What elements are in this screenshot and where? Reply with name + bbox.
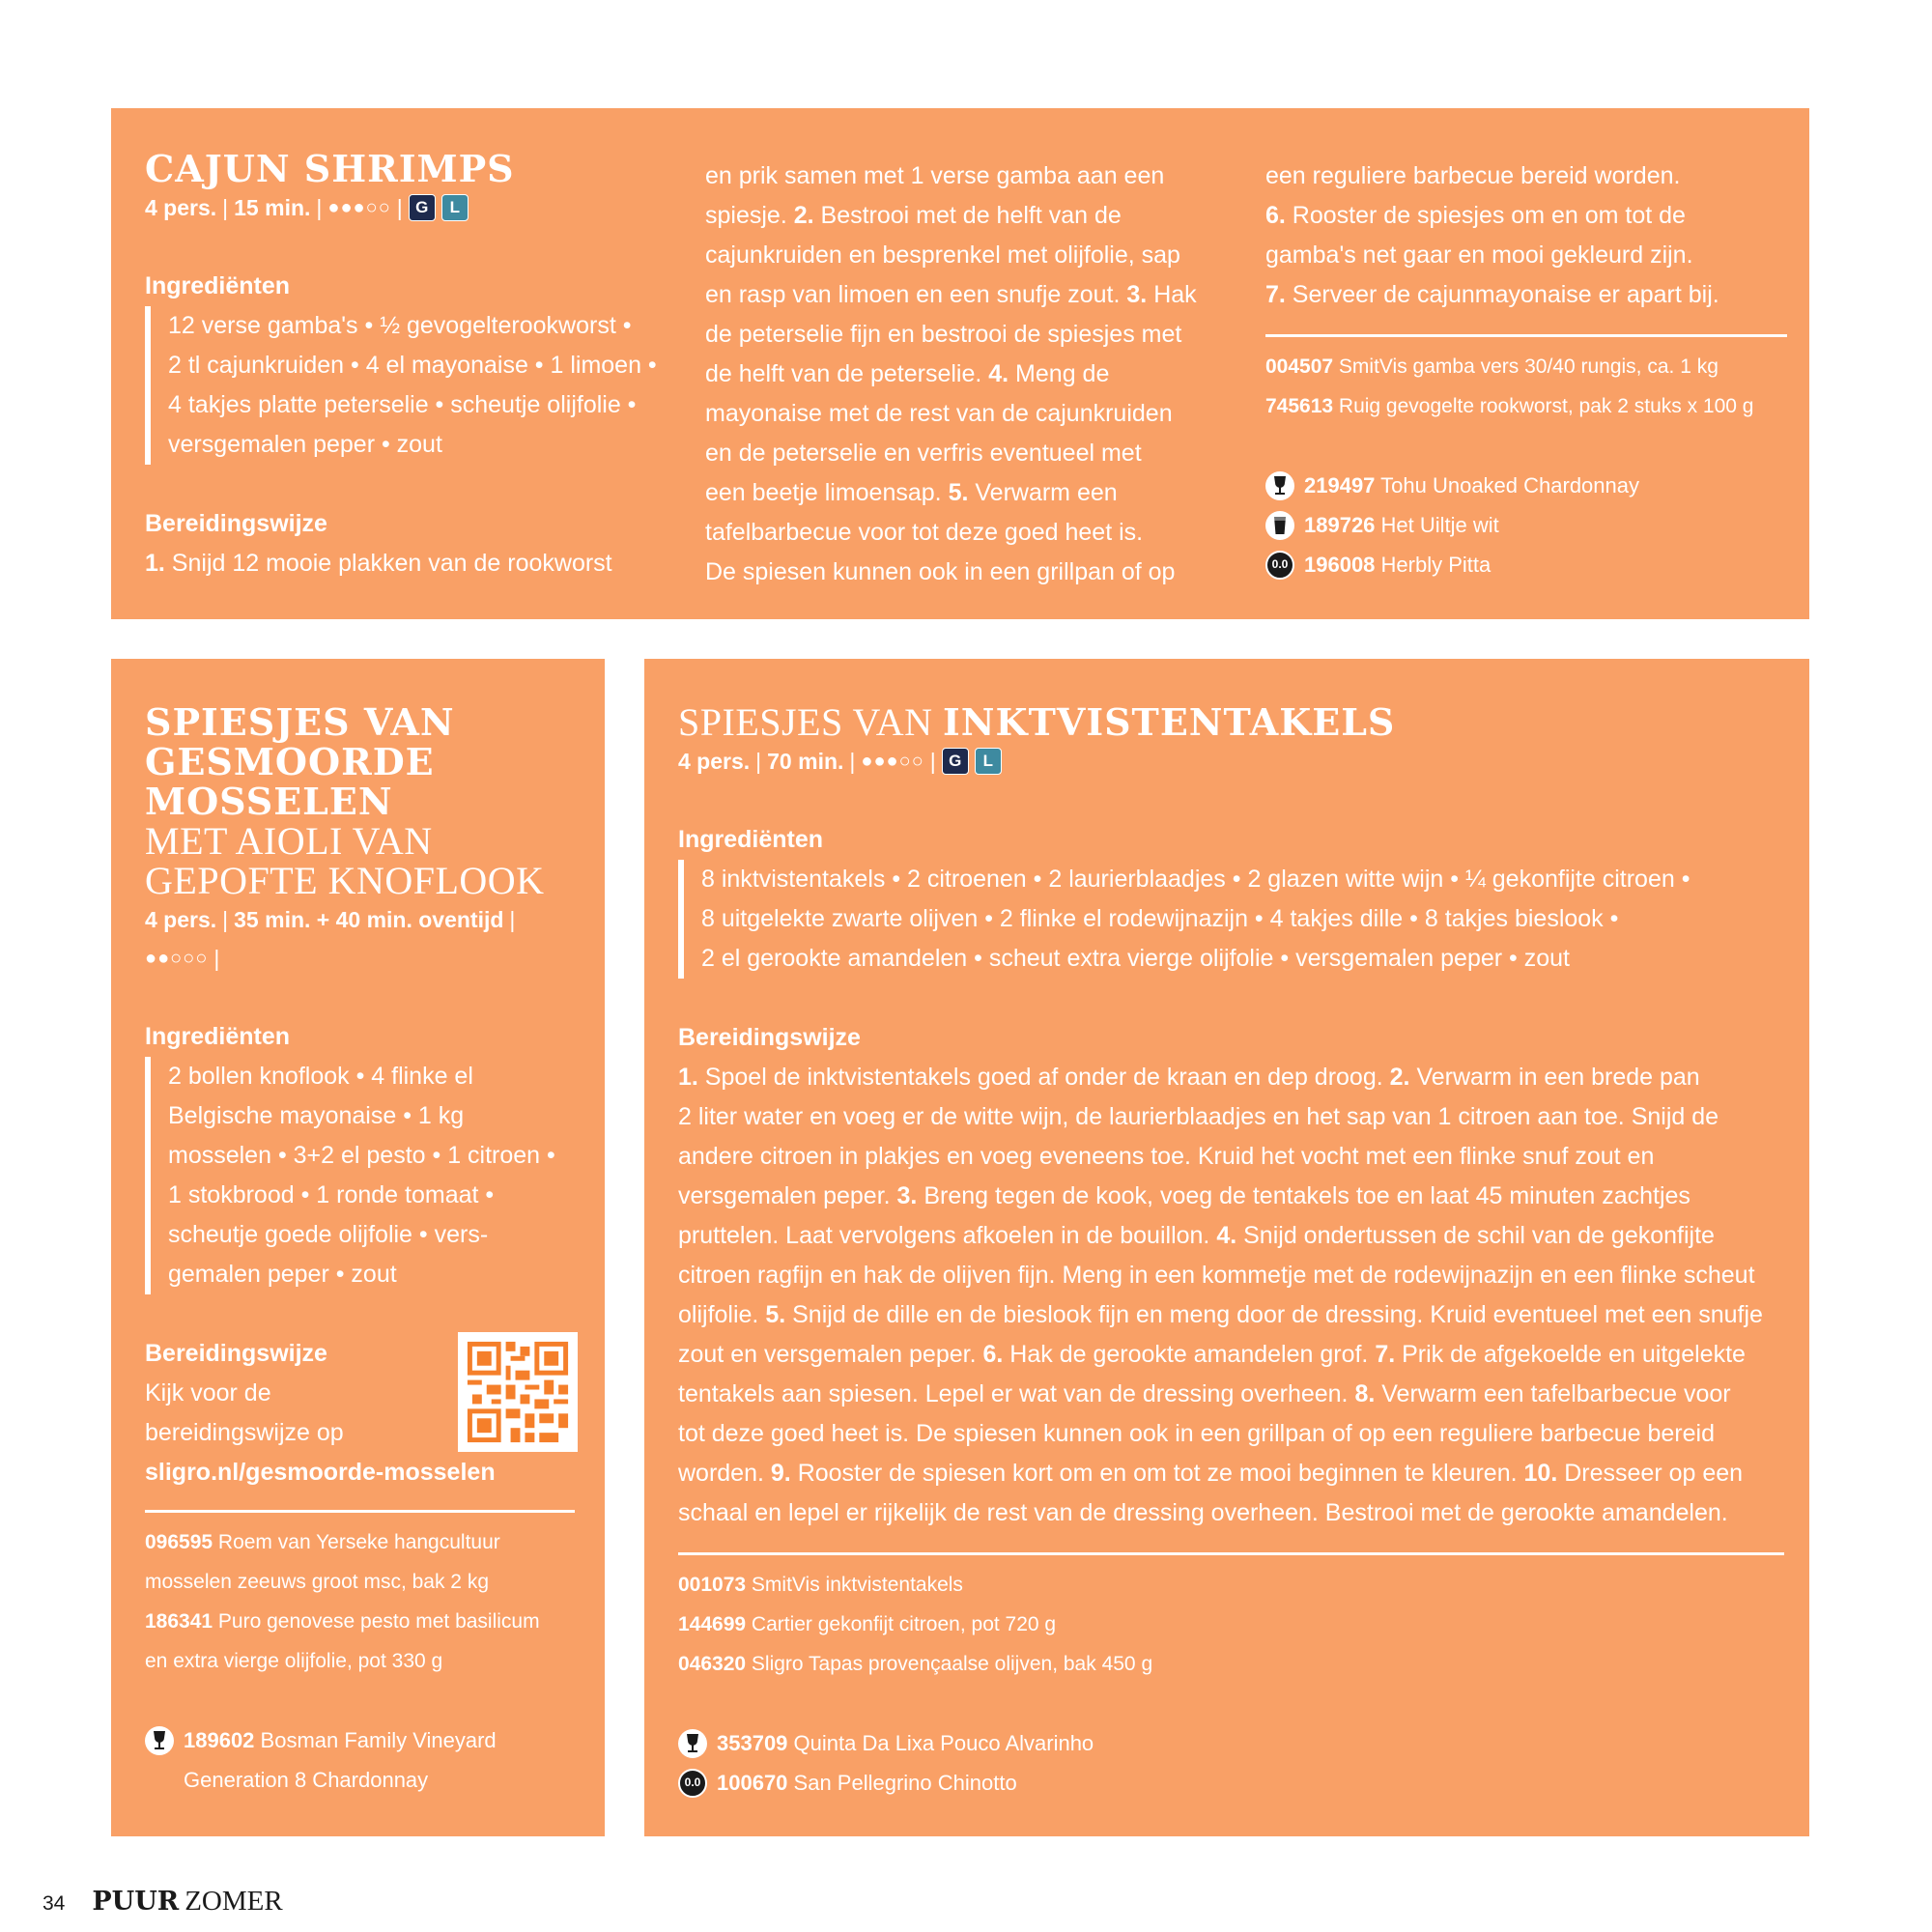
step-number: 3. bbox=[896, 1182, 918, 1209]
divider bbox=[145, 1510, 575, 1513]
page-number: 34 bbox=[43, 1892, 66, 1915]
pairing-code: 100670 bbox=[717, 1771, 788, 1795]
qr-code[interactable] bbox=[458, 1332, 578, 1452]
meta-separator: | bbox=[222, 195, 229, 220]
ingredient-line: 8 inktvistentakels • 2 citroenen • 2 laurierblaadjes • 2 glazen witte wijn • ¼ gekonfijte citroen • bbox=[701, 866, 1690, 893]
recipe3-title bbox=[678, 702, 1784, 742]
pairing-line bbox=[1265, 466, 1787, 505]
product-line-cont: mosselen zeeuws groot msc, bak 2 kg bbox=[145, 1571, 489, 1593]
brand-logo bbox=[92, 1886, 282, 1918]
step-text: Snijd 12 mooie plakken van de rookworst bbox=[164, 550, 612, 577]
product-name: Sligro Tapas provençaalse olijven, bak 450 g bbox=[746, 1653, 1153, 1675]
recipe3-title-thin: SPIESJES VAN bbox=[678, 700, 944, 744]
recipe2-column bbox=[145, 702, 575, 1800]
method-line: tot deze goed heet is. De spiesen kunnen ook in een grillpan of op een reguliere barbecue bereid bbox=[678, 1420, 1715, 1447]
ingredient-line: 2 bollen knoflook • 4 flinke el bbox=[168, 1063, 473, 1090]
recipe-card-cajun-shrimps bbox=[111, 108, 1809, 619]
method-line: gamba's net gaar en mooi gekleurd zijn. bbox=[1265, 242, 1693, 269]
recipe-card-mosselen bbox=[111, 659, 605, 1836]
recipe1-column-2 bbox=[705, 156, 1246, 592]
meta-separator: | bbox=[213, 946, 220, 971]
ingredient-line: 1 stokbrood • 1 ronde tomaat • bbox=[168, 1181, 495, 1208]
step-number: 4. bbox=[1216, 1222, 1237, 1249]
recipe3-method-heading: Bereidingswijze bbox=[678, 1024, 861, 1051]
product-line bbox=[1265, 347, 1787, 386]
gluten-free-badge-icon: G bbox=[409, 194, 436, 221]
product-code: 004507 bbox=[1265, 355, 1334, 378]
pairing-line bbox=[678, 1723, 1784, 1763]
qr-code-icon bbox=[458, 1332, 578, 1452]
method-line: een reguliere barbecue bereid worden. bbox=[1265, 162, 1681, 189]
method-line: olijfolie. 5. Snijd de dille en de bieslook fijn en meng door de dressing. Kruid eventueel met een snufje bbox=[678, 1301, 1763, 1328]
recipe2-method-link[interactable]: sligro.nl/gesmoorde-mosselen bbox=[145, 1459, 496, 1486]
step-number: 6. bbox=[982, 1341, 1004, 1368]
recipe3-persons: 4 pers. bbox=[678, 749, 751, 774]
recipe3-column bbox=[678, 702, 1784, 1803]
pairing-name: Quinta Da Lixa Pouco Alvarinho bbox=[787, 1731, 1094, 1755]
recipe1-title: CAJUN SHRIMPS bbox=[145, 147, 515, 190]
recipe3-ingredients-list bbox=[678, 860, 1784, 979]
method-line: citroen ragfijn en hak de olijven fijn. Meng in een kommetje met de rodewijnazijn en een flinke scheut bbox=[678, 1262, 1755, 1289]
product-line bbox=[678, 1605, 1784, 1644]
alcohol-free-icon: 0.0 bbox=[1265, 551, 1294, 580]
method-line: tafelbarbecue voor tot deze goed heet is. bbox=[705, 519, 1144, 546]
method-line: en de peterselie en verfris eventueel met bbox=[705, 440, 1142, 467]
product-code: 001073 bbox=[678, 1574, 747, 1596]
method-line: worden. 9. Rooster de spiesen kort om en om tot ze mooi beginnen te kleuren. 10. Dresseer op een bbox=[678, 1460, 1744, 1487]
pairing-name: San Pellegrino Chinotto bbox=[787, 1771, 1017, 1795]
product-name: Cartier gekonfijt citroen, pot 720 g bbox=[746, 1613, 1057, 1635]
recipe1-time: 15 min. bbox=[234, 195, 311, 220]
step-number: 6. bbox=[1265, 202, 1286, 229]
recipe3-time: 70 min. bbox=[767, 749, 844, 774]
method-line: 1. Spoel de inktvistentakels goed af onder de kraan en dep droog. 2. Verwarm in een brede pan bbox=[678, 1064, 1700, 1091]
ingredient-line: gemalen peper • zout bbox=[168, 1261, 397, 1288]
recipe2-title-line: MOSSELEN bbox=[145, 780, 393, 823]
step-number: 8. bbox=[1354, 1380, 1376, 1407]
recipe2-method-heading: Bereidingswijze bbox=[145, 1340, 327, 1367]
method-line: 7. Serveer de cajunmayonaise er apart bij. bbox=[1265, 281, 1719, 308]
method-line: zout en versgemalen peper. 6. Hak de gerookte amandelen grof. 7. Prik de afgekoelde en uitgelekte bbox=[678, 1341, 1746, 1368]
method-line: De spiesen kunnen ook in een grillpan of op bbox=[705, 558, 1176, 585]
meta-separator: | bbox=[849, 749, 856, 774]
ingredient-line: Belgische mayonaise • 1 kg bbox=[168, 1102, 465, 1129]
pairing-code: 219497 bbox=[1304, 473, 1376, 497]
ingredient-line: versgemalen peper • zout bbox=[168, 431, 442, 458]
product-name: SmitVis inktvistentakels bbox=[746, 1574, 963, 1596]
wine-glass-icon bbox=[145, 1726, 174, 1755]
product-line bbox=[145, 1602, 575, 1641]
lactose-free-badge-icon: L bbox=[441, 194, 469, 221]
recipe1-method-final bbox=[1265, 156, 1787, 315]
recipe2-ingredients-heading: Ingrediënten bbox=[145, 1023, 291, 1050]
recipe1-column-3 bbox=[1265, 156, 1787, 584]
product-name: SmitVis gamba vers 30/40 rungis, ca. 1 kg bbox=[1333, 355, 1719, 378]
alcohol-free-icon: 0.0 bbox=[678, 1769, 707, 1798]
wine-glass-icon bbox=[678, 1729, 707, 1758]
recipe1-meta bbox=[145, 188, 671, 227]
product-line bbox=[145, 1522, 575, 1562]
product-line bbox=[678, 1565, 1784, 1605]
recipe2-meta bbox=[145, 900, 575, 939]
pairing-name: Het Uiltje wit bbox=[1375, 513, 1499, 537]
recipe3-title-bold: INKTVISTENTAKELS bbox=[943, 700, 1396, 744]
meta-separator: | bbox=[509, 907, 516, 932]
method-line: andere citroen in plakjes en voeg eveneens toe. Kruid het vocht met een flinke snuf zout en bbox=[678, 1143, 1655, 1170]
step-number: 3. bbox=[1126, 281, 1148, 308]
product-name: Ruig gevogelte rookworst, pak 2 stuks x 100 g bbox=[1333, 395, 1754, 417]
step-number: 1. bbox=[145, 550, 165, 577]
recipe2-subtitle-line: GEPOFTE KNOFLOOK bbox=[145, 859, 545, 902]
pairing-name: Herbly Pitta bbox=[1375, 553, 1492, 577]
method-line: en prik samen met 1 verse gamba aan een bbox=[705, 162, 1165, 189]
method-line: 6. Rooster de spiesjes om en om tot de bbox=[1265, 202, 1686, 229]
recipe1-ingredients-heading: Ingrediënten bbox=[145, 272, 291, 299]
wine-glass-icon bbox=[1265, 471, 1294, 500]
ingredient-line: 2 el gerookte amandelen • scheut extra vierge olijfolie • versgemalen peper • zout bbox=[701, 945, 1570, 972]
recipe1-method-continued bbox=[705, 156, 1246, 592]
method-line: versgemalen peper. 3. Breng tegen de kook, voeg de tentakels toe en laat 45 minuten zachtjes bbox=[678, 1182, 1690, 1209]
pairing-code: 189726 bbox=[1304, 513, 1376, 537]
pairing-name: Tohu Unoaked Chardonnay bbox=[1375, 473, 1639, 497]
meta-separator: | bbox=[396, 195, 403, 220]
method-line: de helft van de peterselie. 4. Meng de bbox=[705, 360, 1110, 387]
recipe-card-inktvistentakels bbox=[644, 659, 1809, 1836]
lactose-free-badge-icon: L bbox=[975, 748, 1002, 775]
step-number: 1. bbox=[678, 1064, 698, 1091]
pairing-code: 196008 bbox=[1304, 553, 1376, 577]
divider bbox=[678, 1552, 1784, 1555]
brand-thin: ZOMER bbox=[185, 1886, 283, 1917]
recipe2-title-line: SPIESJES VAN bbox=[145, 700, 455, 744]
pairing-name: Bosman Family Vineyard bbox=[254, 1728, 497, 1752]
method-line: cajunkruiden en besprenkel met olijfolie, sap bbox=[705, 242, 1180, 269]
ingredient-line: 12 verse gamba's • ½ gevogelterookworst • bbox=[168, 312, 632, 339]
method-line: een beetje limoensap. 5. Verwarm een bbox=[705, 479, 1118, 506]
method-line: 2 liter water en voeg er de witte wijn, de laurierblaadjes en het sap van 1 citroen aan toe. Snijd de bbox=[678, 1103, 1719, 1130]
step-number: 7. bbox=[1375, 1341, 1396, 1368]
method-line: en rasp van limoen en een snufje zout. 3. Hak bbox=[705, 281, 1197, 308]
recipe1-column-1 bbox=[145, 149, 671, 583]
recipe2-method-line: Kijk voor de bbox=[145, 1379, 271, 1406]
method-line: schaal en lepel er rijkelijk de rest van de dressing overheen. Bestrooi met de gerookte amandelen. bbox=[678, 1499, 1728, 1526]
meta-separator: | bbox=[929, 749, 936, 774]
step-number: 5. bbox=[765, 1301, 786, 1328]
meta-separator: | bbox=[316, 195, 323, 220]
recipe2-persons: 4 pers. bbox=[145, 907, 217, 932]
ingredient-line: scheutje goede olijfolie • vers- bbox=[168, 1221, 489, 1248]
recipe3-meta bbox=[678, 742, 1784, 781]
recipe3-method bbox=[678, 1058, 1784, 1533]
page-footer bbox=[43, 1886, 283, 1918]
beer-glass-icon bbox=[1265, 511, 1294, 540]
recipe1-method-heading: Bereidingswijze bbox=[145, 510, 327, 537]
step-number: 10. bbox=[1523, 1460, 1558, 1487]
product-code: 096595 bbox=[145, 1531, 213, 1553]
recipe1-persons: 4 pers. bbox=[145, 195, 217, 220]
step-number: 4. bbox=[988, 360, 1009, 387]
method-line: pruttelen. Laat vervolgens afkoelen in de bouillon. 4. Snijd ondertussen de schil van de gekonfijte bbox=[678, 1222, 1715, 1249]
method-line: spiesje. 2. Bestrooi met de helft van de bbox=[705, 202, 1122, 229]
method-line: tentakels aan spiesen. Lepel er wat van de dressing overheen. 8. Verwarm een tafelbarbecue voor bbox=[678, 1380, 1731, 1407]
recipe2-title-line: GESMOORDE bbox=[145, 740, 435, 783]
ingredient-line: 2 tl cajunkruiden • 4 el mayonaise • 1 limoen • bbox=[168, 352, 657, 379]
method-line: de peterselie fijn en bestrooi de spiesjes met bbox=[705, 321, 1182, 348]
step-number: 5. bbox=[948, 479, 969, 506]
product-code: 046320 bbox=[678, 1653, 747, 1675]
step-number: 2. bbox=[793, 202, 814, 229]
meta-separator: | bbox=[222, 907, 229, 932]
recipe2-method-line: bereidingswijze op bbox=[145, 1419, 344, 1446]
recipe2-subtitle-line: MET AIOLI VAN bbox=[145, 819, 433, 863]
pairing-code: 189602 bbox=[184, 1728, 255, 1752]
divider bbox=[1265, 334, 1787, 337]
brand-bold: PUUR bbox=[92, 1887, 180, 1917]
recipe2-difficulty-dots: ●●○○○ bbox=[145, 948, 209, 969]
recipe1-method-line bbox=[145, 544, 671, 583]
product-name: Puro genovese pesto met basilicum bbox=[213, 1610, 540, 1633]
gluten-free-badge-icon: G bbox=[942, 748, 969, 775]
step-number: 2. bbox=[1389, 1064, 1410, 1091]
product-code: 144699 bbox=[678, 1613, 747, 1635]
ingredient-line: mosselen • 3+2 el pesto • 1 citroen • bbox=[168, 1142, 555, 1169]
pairing-line bbox=[1265, 545, 1787, 584]
recipe2-time: 35 min. + 40 min. oventijd bbox=[234, 907, 504, 932]
recipe3-difficulty-dots: ●●●○○ bbox=[861, 751, 924, 772]
recipe1-difficulty-dots: ●●●○○ bbox=[327, 197, 391, 218]
step-number: 7. bbox=[1265, 281, 1286, 308]
method-line: mayonaise met de rest van de cajunkruiden bbox=[705, 400, 1173, 427]
recipe1-ingredients-list bbox=[145, 306, 671, 465]
product-line-cont: en extra vierge olijfolie, pot 330 g bbox=[145, 1650, 443, 1672]
pairing-code: 353709 bbox=[717, 1731, 788, 1755]
product-name: Roem van Yerseke hangcultuur bbox=[213, 1531, 500, 1553]
product-code: 745613 bbox=[1265, 395, 1334, 417]
step-number: 9. bbox=[770, 1460, 791, 1487]
product-code: 186341 bbox=[145, 1610, 213, 1633]
recipe3-ingredients-heading: Ingrediënten bbox=[678, 826, 824, 853]
recipe2-meta-2 bbox=[145, 939, 575, 978]
pairing-line bbox=[678, 1763, 1784, 1803]
product-line bbox=[678, 1644, 1784, 1684]
pairing-line bbox=[145, 1720, 575, 1760]
ingredient-line: 4 takjes platte peterselie • scheutje olijfolie • bbox=[168, 391, 637, 418]
meta-separator: | bbox=[755, 749, 762, 774]
ingredient-line: 8 uitgelekte zwarte olijven • 2 flinke el rodewijnazijn • 4 takjes dille • 8 takjes bieslook • bbox=[701, 905, 1619, 932]
recipe2-ingredients-list bbox=[145, 1057, 575, 1294]
pairing-line bbox=[1265, 505, 1787, 545]
product-line bbox=[1265, 386, 1787, 426]
pairing-line-cont: Generation 8 Chardonnay bbox=[184, 1768, 429, 1792]
